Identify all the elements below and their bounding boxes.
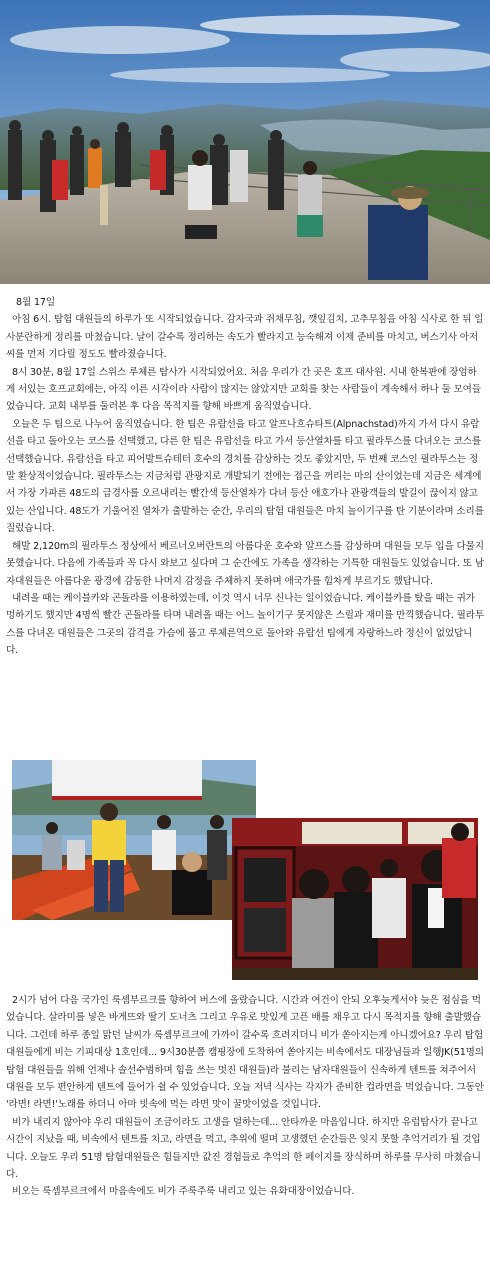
photo-cruise-boat: [12, 760, 256, 920]
paragraph-5: 내려올 때는 케이블카와 곤돌라를 이용하였는데, 이것 역시 너무 신나는 일이었습니다. 케이블카를 탔을 때는 귀가 멍하기도 했지만 4명씩 빨간 곤돌라를 타며 내려올 때는 어느 놀이기구 못지않은 스릴과 재미를 만끽했습니다. 필라투스를 다녀온 대원들은 그곳의 감격을 가슴에 품고 루체른역으로 돌아와 유람선 팀에게 자랑하느라 정신이 없었답니다.: [6, 592, 484, 657]
mountain-summit-tourists-photo: [0, 0, 490, 284]
photo-mountain-summit: [0, 0, 490, 284]
paragraph-4: 해발 2,120m의 필라투스 정상에서 베르너오버란트의 아름다운 호수와 알프스를 감상하며 대원들 모두 입을 다물지 못했습니다. 다음에 가족들과 꼭 다시 와보고 싶다며 그 순간에도 가족을 생각하는 기특한 대원들도 있었습니다. 또 남자대원들은 아름다운 광경에 감동한 나머지 감정을 주체하지 못하며 애국가를 힘차게 부르기도 했답니다.: [6, 540, 484, 587]
entry-date: 8월 17일: [16, 297, 55, 308]
paragraph-8: 비오는 룩셈부르크에서 마음속에도 비가 주룩주룩 내리고 있는 유화대장이었습니다.: [12, 1186, 355, 1198]
paragraph-7: 비가 내리지 않아야 우리 대원들이 조금이라도 고생을 덜하는데... 안타까운 마음입니다. 하지만 유럽탐사가 끝나고 시간이 지났을 때, 비속에서 텐트를 치고, 라면을 먹고, 추위에 떨며 고생했던 순간들은 잊지 못할 추억거리가 될 것입니다. 오늘도 우리 51명 탐험대원들은 힘들지만 값진 경험들로 추억의 한 페이지를 장식하며 하루를 무사히 마쳤습니다.: [6, 1116, 481, 1181]
paragraph-1: 아침 6시. 탐험 대원들의 하루가 또 시작되었습니다. 감자국과 쥐채무침, 깻잎김치, 고추무침을 아침 식사로 한 뒤 일사분란하게 정리를 마쳤습니다. 날이 갈수록 정리하는 속도가 빨라지고 능숙해져 이제 준비를 마치고, 버스기사 아저씨를 먼저 기다릴 정도도 빨라졌습니다.: [6, 314, 484, 361]
cable-car-cabin-photo: [232, 818, 478, 980]
journal-section-1: [6, 294, 484, 660]
paragraph-3: 오늘은 두 팀으로 나누어 움직였습니다. 한 팀은 유람선을 타고 알프나흐슈타트(Alpnachstad)까지 가서 다시 유람선을 타고 돌아오는 코스를 선택했고, 다른 한 팀은 유람선을 타고 가서 등산열차를 타고 필라투스를 다녀오는 코스를 선택했습니다. 유람선을 타고 피어발트슈테터 호수의 경치를 감상하는 것도 좋았지만, 두 번째 코스인 필라투스는 정말 환상적이었습니다. 필라투스는 지금처럼 관광지로 개발되기 전에는 접근을 꺼리는 마의 산이었는데 지금은 세계에서 가장 가파른 48도의 급경사를 오르내리는 빨간색 등산열차가 다녀 등산 애호가나 관광객들의 발길이 끊이지 않고 있는 산입니다. 48도가 기울어진 열차가 출발하는 순간, 우리의 탐험 대원들은 마치 놀이기구를 탄 기분이라며 소리를 질렀습니다.: [6, 418, 484, 535]
journal-section-2: [6, 992, 484, 1201]
photo-cable-car: [232, 818, 478, 980]
paragraph-6: 2시가 넘어 다음 국가인 룩셈부르크를 향하여 버스에 올랐습니다. 시간과 여건이 안되 오후늦게서야 늦은 점심을 먹었습니다. 살라미를 넣은 바게뜨와 딸기 도너츠 그리고 우유로 맛있게 고픈 배를 채우고 다시 목적지를 향해 출발했습니다. 그런데 하루 종일 맑던 날씨가 룩셈부르크에 가까이 갈수록 흐려지더니 비가 쏟아지는게 아니겠어요? 우리 탐험 대원들에게 비는 기피대상 1호인데... 9시30분쯤 캠핑장에 도착하여 쏟아지는 비속에서도 대장님들과 일행JK(51명의 탐험 대원들을 위해 언제나 솔선수범하며 힘을 쓰는 멋진 대원들)라 불리는 남자대원들이 신속하게 텐트를 쳐주어서 대원을 모두 편안하게 텐트에 들어가 쉴 수 있었습니다. 오늘 저녁 식사는 각자가 준비한 컵라면을 먹었습니다. 그동안 '라면! 라면!'노래를 하더니 아마 빗속에 먹는 라면 맛이 꿀맛이었을 것입니다.: [6, 995, 484, 1111]
paragraph-2: 8시 30분, 8월 17일 스위스 루체른 탐사가 시작되었어요. 처음 우리가 간 곳은 호프 대사원. 시내 한복판에 장엄하게 서있는 호프교회에는, 아직 이른 시각이라 사람이 많지는 않았지만 교회를 찾는 사람들이 계속해서 하나 둘 모여들었습니다. 교회 내부를 둘러본 후 다음 목적지를 향해 바쁘게 움직였습니다.: [6, 366, 481, 413]
cruise-boat-deck-photo: [12, 760, 256, 920]
